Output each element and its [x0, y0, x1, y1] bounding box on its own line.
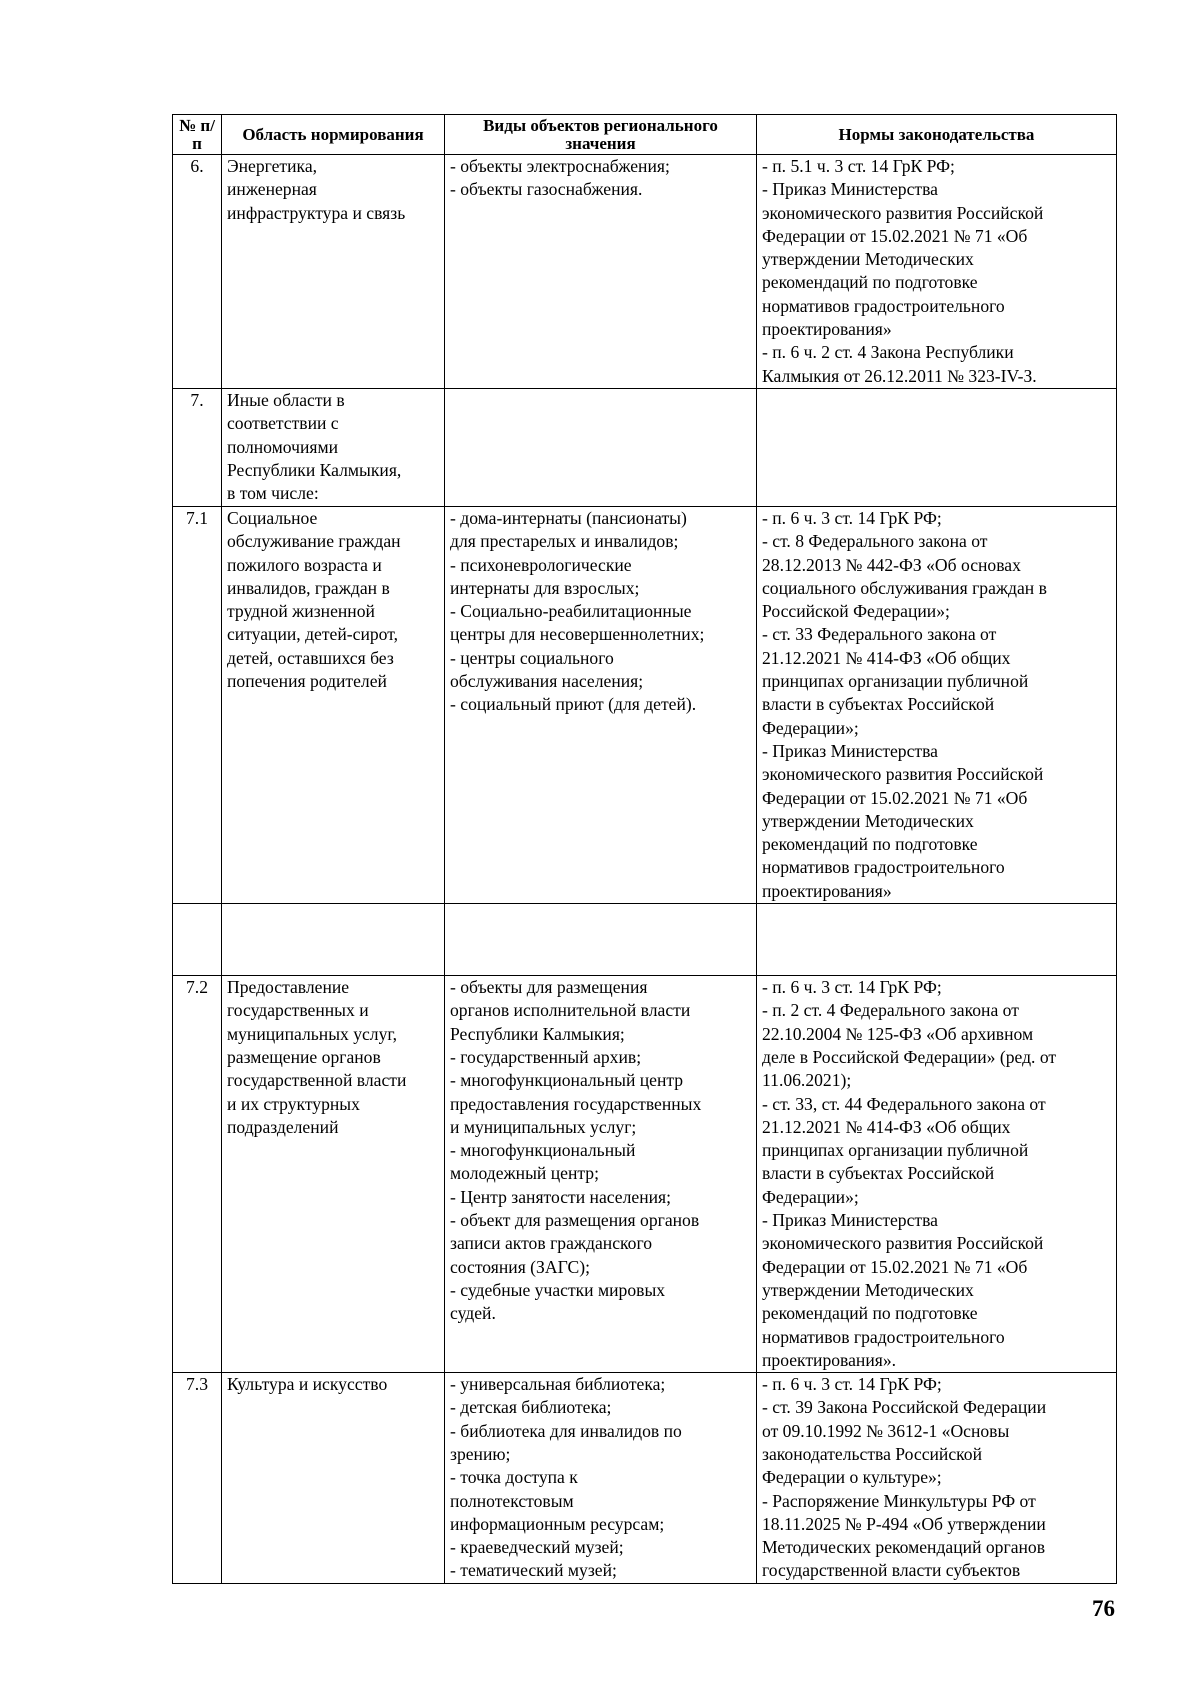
header-area: Область нормирования — [222, 115, 445, 155]
header-num: № п/п — [173, 115, 222, 155]
table-header-row — [173, 115, 1117, 155]
row-num: 6. — [173, 155, 222, 389]
row-objects: - объекты электроснабжения; - объекты газоснабжения. — [445, 155, 757, 389]
header-norms: Нормы законодательства — [757, 115, 1117, 155]
row-area: Предоставление государственных и муниципальных услуг, размещение органов государственной власти и их структурных подразделений — [222, 976, 445, 1373]
norms-table — [172, 114, 1117, 1584]
row-objects: - объекты для размещения органов исполнительной власти Республики Калмыкия; - государственный архив; - многофункциональный центр предоставления государственных и муниципальных услуг; - многофункциональный молодежный центр; - Центр занятости населения; - объект для размещения органов записи актов гражданского состояния (ЗАГС); - судебные участки мировых судей. — [445, 976, 757, 1373]
row-area: Культура и искусство — [222, 1373, 445, 1584]
row-norms: - п. 5.1 ч. 3 ст. 14 ГрК РФ; - Приказ Министерства экономического развития Российской Федерации от 15.02.2021 № 71 «Об утверждении Методических рекомендаций по подготовке нормативов градостроительного проектирования» - п. 6 ч. 2 ст. 4 Закона Республики Калмыкия от 26.12.2011 № 323-IV-З. — [757, 155, 1117, 389]
table-row-empty — [173, 904, 1117, 976]
table-row — [173, 1373, 1117, 1584]
row-num — [173, 904, 222, 976]
row-norms — [757, 904, 1117, 976]
row-num: 7.3 — [173, 1373, 222, 1584]
row-objects — [445, 389, 757, 507]
row-objects: - универсальная библиотека; - детская библиотека; - библиотека для инвалидов по зрению; - точка доступа к полнотекстовым информационным ресурсам; - краеведческий музей; - тематический музей; — [445, 1373, 757, 1584]
row-norms: - п. 6 ч. 3 ст. 14 ГрК РФ; - ст. 39 Закона Российской Федерации от 09.10.1992 № 3612-1 «Основы законодательства Российской Федерации о культуре»; - Распоряжение Минкультуры РФ от 18.11.2025 № Р-494 «Об утверждении Методических рекомендаций органов государственной власти субъектов — [757, 1373, 1117, 1584]
row-objects: - дома-интернаты (пансионаты) для престарелых и инвалидов; - психоневрологические интернаты для взрослых; - Социально-реабилитационные центры для несовершеннолетних; - центры социального обслуживания населения; - социальный приют (для детей). — [445, 507, 757, 904]
header-objects: Виды объектов регионального значения — [445, 115, 757, 155]
row-num: 7.2 — [173, 976, 222, 1373]
table-row — [173, 155, 1117, 389]
row-area: Социальное обслуживание граждан пожилого возраста и инвалидов, граждан в трудной жизненной ситуации, детей-сирот, детей, оставшихся без попечения родителей — [222, 507, 445, 904]
row-num: 7. — [173, 389, 222, 507]
table-row — [173, 507, 1117, 904]
row-norms: - п. 6 ч. 3 ст. 14 ГрК РФ; - ст. 8 Федерального закона от 28.12.2013 № 442-ФЗ «Об основах социального обслуживания граждан в Российской Федерации»; - ст. 33 Федерального закона от 21.12.2021 № 414-ФЗ «Об общих принципах организации публичной власти в субъектах Российской Федерации»; - Приказ Министерства экономического развития Российской Федерации от 15.02.2021 № 71 «Об утверждении Методических рекомендаций по подготовке нормативов градостроительного проектирования» — [757, 507, 1117, 904]
row-num: 7.1 — [173, 507, 222, 904]
row-area — [222, 904, 445, 976]
row-area: Иные области в соответствии с полномочиями Республики Калмыкия, в том числе: — [222, 389, 445, 507]
row-area: Энергетика, инженерная инфраструктура и связь — [222, 155, 445, 389]
table-row — [173, 976, 1117, 1373]
row-norms: - п. 6 ч. 3 ст. 14 ГрК РФ; - п. 2 ст. 4 Федерального закона от 22.10.2004 № 125-ФЗ «Об архивном деле в Российской Федерации» (ред. от 11.06.2021); - ст. 33, ст. 44 Федерального закона от 21.12.2021 № 414-ФЗ «Об общих принципах организации публичной власти в субъектах Российской Федерации»; - Приказ Министерства экономического развития Российской Федерации от 15.02.2021 № 71 «Об утверждении Методических рекомендаций по подготовке нормативов градостроительного проектирования». — [757, 976, 1117, 1373]
page-number: 76 — [1092, 1596, 1115, 1621]
row-objects — [445, 904, 757, 976]
table-row — [173, 389, 1117, 507]
row-norms — [757, 389, 1117, 507]
